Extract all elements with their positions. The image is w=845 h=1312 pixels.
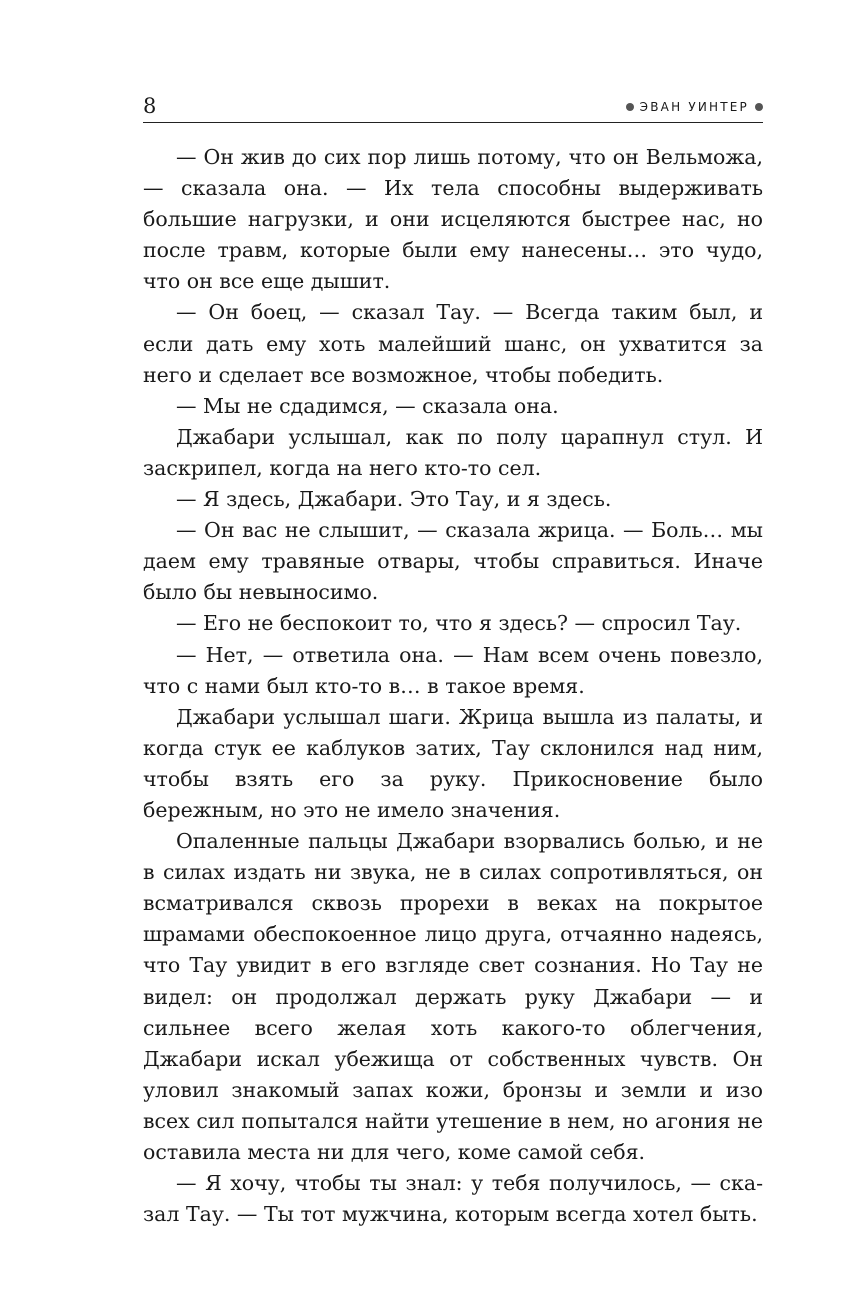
body-text [143,142,763,1230]
paragraph: — Нет, — ответила она. — Нам всем очень повезло, что с нами был кто-то в… в такое время. [143,642,763,698]
paragraph: — Я здесь, Джабари. Это Тау, и я здесь. [176,487,612,512]
page-header [143,92,763,123]
bullet-dot-icon [755,103,763,111]
paragraph: Джабари услышал, как по полу царапнул стул. И заскрипел, когда на него кто-то сел. [143,424,763,480]
bullet-dot-icon [626,103,634,111]
page-number: 8 [143,94,157,118]
paragraph: — Я хочу, чтобы ты знал: у тебя получилось, — сказал Тау. — Ты тот мужчина, которым всегда хотел быть. [143,1171,763,1227]
paragraph: Джабари услышал шаги. Жрица вышла из палаты, и когда стук ее каблуков затих, Тау склонился над ним, чтобы взять его за руку. Прикосновение было бережным, но это не имело значения. [143,704,763,822]
paragraph: — Мы не сдадимся, — сказала она. [176,393,559,418]
paragraph: — Он боец, — сказал Тау. — Всегда таким был, и если дать ему хоть малейший шанс, он ухватится за него и сделает все возможное, чтобы победить. [143,300,763,387]
paragraph: Опаленные пальцы Джабари взорвались болью, и не в силах издать ни звука, не в силах сопротивляться, он всматривался сквозь прорехи в веках на покрытое шрамами обеспокоенное лицо друга, отчаянно надеясь, что Тау увидит в его взгляде свет сознания. Но Тау не видел: он продолжал держать руку Джабари — и сильнее всего желая хоть какого-то облегчения, Джабари искал убежища от собственных чувств. Он уловил знакомый запах кожи, бронзы и земли и изо всех сил попытался найти утешение в нем, но агония не оставила места ни для чего, коме самой себя. [143,829,763,1164]
paragraph: — Он вас не слышит, — сказала жрица. — Боль… мы даем ему травяные отвары, чтобы справиться. Иначе было бы невыносимо. [143,518,763,605]
paragraph: — Его не беспокоит то, что я здесь? — спросил Тау. [176,611,742,636]
running-head [626,99,763,115]
author-name: ЭВАН УИНТЕР [639,100,749,114]
paragraph: — Он жив до сих пор лишь потому, что он Вельможа, — сказала она. — Их тела способны выдерживать большие нагрузки, и они исцеляются быстрее нас, но после травм, которые были ему нанесены… это чудо, что он все еще дышит. [143,145,763,294]
